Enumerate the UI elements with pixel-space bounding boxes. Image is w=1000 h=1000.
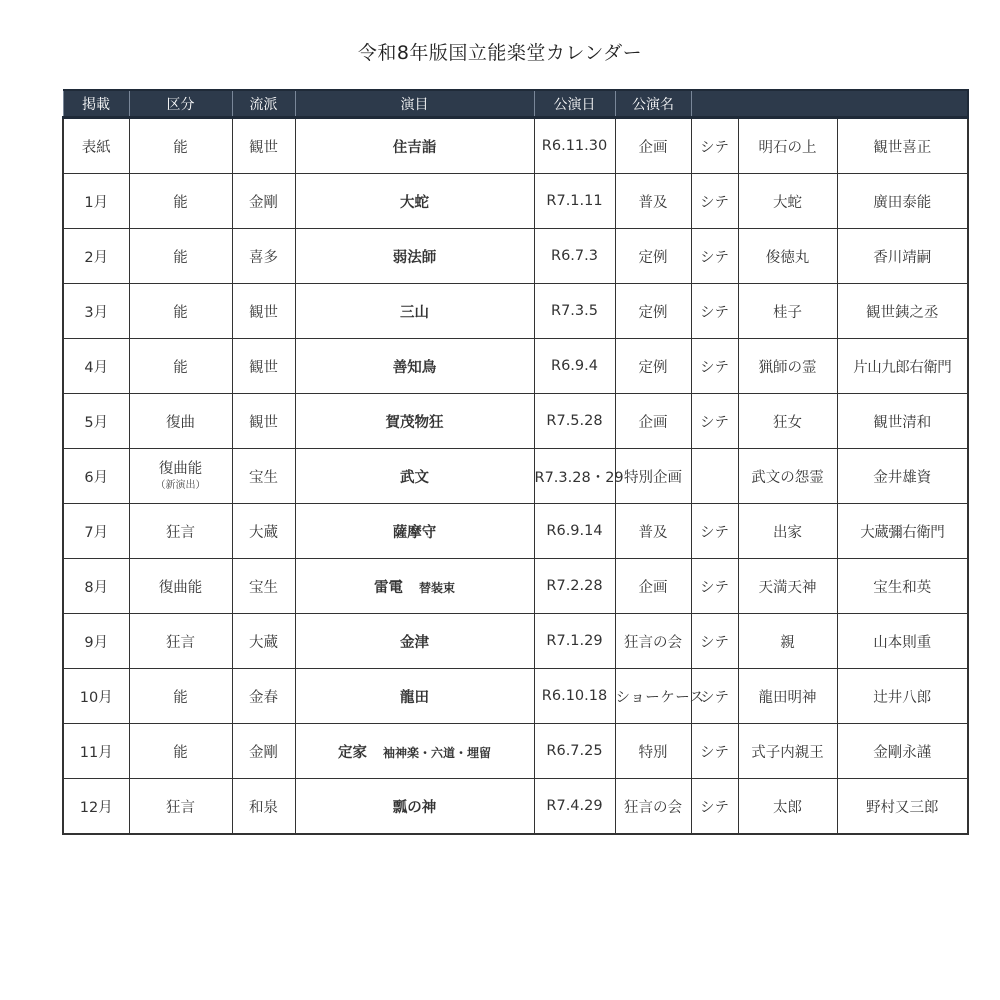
cell-role: シテ	[691, 669, 738, 724]
cell-program: 三山	[295, 284, 534, 339]
cell-category: 狂言	[129, 504, 232, 559]
cell-program: 賀茂物狂	[295, 394, 534, 449]
header-date: 公演日	[534, 90, 615, 118]
cell-performance: 特別	[615, 724, 691, 779]
cell-performance: 特別企画	[615, 449, 691, 504]
cell-school: 宝生	[232, 449, 295, 504]
cell-date: R6.7.3	[534, 229, 615, 284]
cell-month: 10月	[63, 669, 129, 724]
cell-performer: 片山九郎右衛門	[837, 339, 968, 394]
program-subtitle: 袖神楽・六道・埋留	[382, 745, 491, 760]
cell-program: 善知鳥	[295, 339, 534, 394]
cell-role: シテ	[691, 284, 738, 339]
cell-performance: 狂言の会	[615, 614, 691, 669]
cell-date: R7.5.28	[534, 394, 615, 449]
cell-month: 1月	[63, 174, 129, 229]
cell-performer: 金井雄資	[837, 449, 968, 504]
cell-month: 表紙	[63, 118, 129, 174]
cell-character: 天満天神	[738, 559, 837, 614]
cell-month: 6月	[63, 449, 129, 504]
cell-performer: 観世喜正	[837, 118, 968, 174]
cell-program	[295, 724, 534, 779]
cell-role: シテ	[691, 339, 738, 394]
table-row	[63, 669, 968, 724]
cell-month: 2月	[63, 229, 129, 284]
cell-month: 3月	[63, 284, 129, 339]
cell-performer: 宝生和英	[837, 559, 968, 614]
cell-program: 金津	[295, 614, 534, 669]
cell-month: 8月	[63, 559, 129, 614]
cell-date: R6.9.4	[534, 339, 615, 394]
cell-date: R6.7.25	[534, 724, 615, 779]
table-row	[63, 504, 968, 559]
table-row	[63, 449, 968, 504]
cell-role: シテ	[691, 394, 738, 449]
cell-role: シテ	[691, 229, 738, 284]
table-row	[63, 339, 968, 394]
table-header-row	[63, 90, 968, 118]
cell-category: 能	[129, 118, 232, 174]
cell-performance: 狂言の会	[615, 779, 691, 835]
cell-character: 出家	[738, 504, 837, 559]
cell-role	[691, 449, 738, 504]
cell-performer: 大蔵彌右衛門	[837, 504, 968, 559]
cell-character: 大蛇	[738, 174, 837, 229]
cell-character: 狂女	[738, 394, 837, 449]
table-row	[63, 614, 968, 669]
cell-school: 大蔵	[232, 504, 295, 559]
header-performance: 公演名	[615, 90, 691, 118]
table-row	[63, 284, 968, 339]
cell-role: シテ	[691, 779, 738, 835]
cell-character: 桂子	[738, 284, 837, 339]
cell-month: 9月	[63, 614, 129, 669]
cell-program	[295, 559, 534, 614]
cell-role: シテ	[691, 118, 738, 174]
cell-role: シテ	[691, 614, 738, 669]
cell-character: 龍田明神	[738, 669, 837, 724]
cell-performance: 定例	[615, 229, 691, 284]
cell-program: 龍田	[295, 669, 534, 724]
cell-category: 復曲能	[129, 559, 232, 614]
cell-role: シテ	[691, 504, 738, 559]
calendar-table	[62, 89, 969, 835]
cell-performance: 定例	[615, 284, 691, 339]
program-title: 雷電	[373, 579, 403, 596]
cell-month: 5月	[63, 394, 129, 449]
cell-school: 金剛	[232, 174, 295, 229]
cell-school: 大蔵	[232, 614, 295, 669]
table-row	[63, 174, 968, 229]
cell-month: 7月	[63, 504, 129, 559]
cell-performer: 観世清和	[837, 394, 968, 449]
cell-school: 観世	[232, 394, 295, 449]
table-row	[63, 779, 968, 835]
cell-date: R6.9.14	[534, 504, 615, 559]
cell-category: 狂言	[129, 614, 232, 669]
cell-date: R7.1.29	[534, 614, 615, 669]
cell-school: 金春	[232, 669, 295, 724]
cell-role: シテ	[691, 559, 738, 614]
cell-performer: 香川靖嗣	[837, 229, 968, 284]
table-row	[63, 559, 968, 614]
cell-category: 能	[129, 174, 232, 229]
cell-category: 復曲	[129, 394, 232, 449]
cell-performance: ショーケース	[615, 669, 691, 724]
cell-category: 能	[129, 229, 232, 284]
cell-category: 能	[129, 724, 232, 779]
cell-school: 観世	[232, 118, 295, 174]
cell-character: 明石の上	[738, 118, 837, 174]
cell-school: 宝生	[232, 559, 295, 614]
cell-date: R6.11.30	[534, 118, 615, 174]
cell-character: 式子内親王	[738, 724, 837, 779]
cell-performance: 企画	[615, 394, 691, 449]
cell-school: 和泉	[232, 779, 295, 835]
cell-performance: 普及	[615, 174, 691, 229]
cell-character: 俊徳丸	[738, 229, 837, 284]
table-row	[63, 118, 968, 174]
cell-performance: 普及	[615, 504, 691, 559]
category-note: （新演出）	[155, 479, 206, 491]
cell-date: R6.10.18	[534, 669, 615, 724]
cell-performer: 野村又三郎	[837, 779, 968, 835]
header-program: 演目	[295, 90, 534, 118]
cell-performance: 企画	[615, 559, 691, 614]
cell-month: 12月	[63, 779, 129, 835]
cell-program: 瓢の神	[295, 779, 534, 835]
cell-category: 能	[129, 284, 232, 339]
cell-date: R7.4.29	[534, 779, 615, 835]
category-main: 復曲能	[158, 460, 203, 477]
cell-program: 弱法師	[295, 229, 534, 284]
header-category: 区分	[129, 90, 232, 118]
cell-performer: 観世銕之丞	[837, 284, 968, 339]
cell-category	[129, 449, 232, 504]
cell-school: 観世	[232, 339, 295, 394]
cell-program: 住吉詣	[295, 118, 534, 174]
cell-performer: 山本則重	[837, 614, 968, 669]
cell-performance: 企画	[615, 118, 691, 174]
table-row	[63, 229, 968, 284]
cell-program: 武文	[295, 449, 534, 504]
cell-date: R7.2.28	[534, 559, 615, 614]
cell-date: R7.3.28・29	[534, 449, 615, 504]
cell-program: 薩摩守	[295, 504, 534, 559]
cell-category: 狂言	[129, 779, 232, 835]
table-row	[63, 724, 968, 779]
table-row	[63, 394, 968, 449]
cell-character: 武文の怨霊	[738, 449, 837, 504]
cell-category: 能	[129, 669, 232, 724]
cell-performer: 廣田泰能	[837, 174, 968, 229]
program-title: 定家	[337, 744, 367, 761]
cell-school: 観世	[232, 284, 295, 339]
cell-role: シテ	[691, 174, 738, 229]
cell-date: R7.3.5	[534, 284, 615, 339]
cell-character: 猟師の霊	[738, 339, 837, 394]
cell-character: 太郎	[738, 779, 837, 835]
cell-school: 金剛	[232, 724, 295, 779]
cell-character: 親	[738, 614, 837, 669]
program-subtitle: 替装束	[418, 580, 455, 595]
cell-performance: 定例	[615, 339, 691, 394]
cell-month: 11月	[63, 724, 129, 779]
document-title: 令和8年版国立能楽堂カレンダー	[357, 42, 643, 64]
cell-school: 喜多	[232, 229, 295, 284]
cell-month: 4月	[63, 339, 129, 394]
cell-date: R7.1.11	[534, 174, 615, 229]
cell-role: シテ	[691, 724, 738, 779]
cell-performer: 金剛永謹	[837, 724, 968, 779]
header-month: 掲載	[63, 90, 129, 118]
header-school: 流派	[232, 90, 295, 118]
header-blank	[691, 90, 968, 118]
cell-category: 能	[129, 339, 232, 394]
cell-program: 大蛇	[295, 174, 534, 229]
cell-performer: 辻井八郎	[837, 669, 968, 724]
